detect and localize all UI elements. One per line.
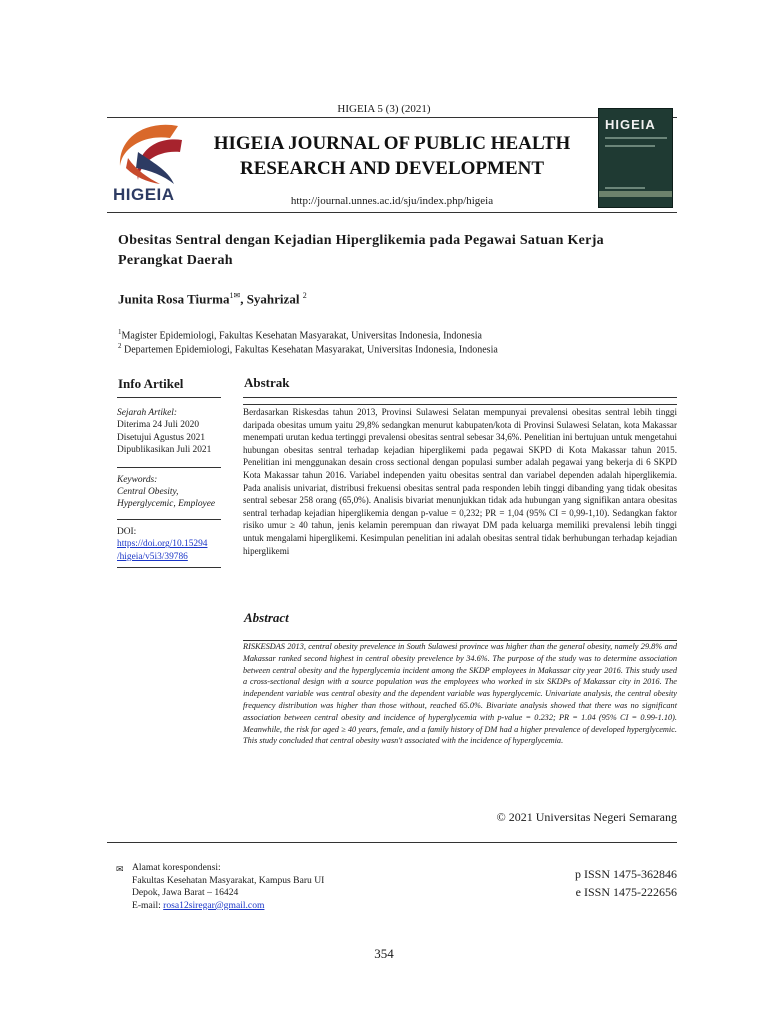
- abstrak-rule: [243, 404, 677, 405]
- logo-wordmark: HIGEIA: [113, 185, 175, 204]
- header-rule-top: [107, 117, 677, 118]
- info-separator: [117, 467, 221, 468]
- journal-title-line1: HIGEIA JOURNAL OF PUBLIC HEALTH: [213, 133, 571, 154]
- journal-url[interactable]: http://journal.unnes.ac.id/sju/index.php/higeia: [290, 195, 494, 207]
- author-list: [118, 291, 307, 307]
- cover-line: [605, 145, 655, 147]
- footer-rule: [107, 842, 677, 843]
- affiliation: [118, 328, 482, 341]
- doi-link[interactable]: /higeia/v5i3/39786: [117, 551, 188, 562]
- correspondence-label: Alamat korespondensi:: [132, 862, 221, 873]
- author-name: , Syahrizal: [240, 291, 300, 307]
- article-title-line2: Perangkat Daerah: [118, 253, 233, 268]
- cover-bar: [599, 191, 673, 197]
- email-label: E-mail:: [132, 899, 164, 911]
- print-issn: p ISSN 1475-362846: [574, 867, 677, 881]
- correspondence-address: Fakultas Kesehatan Masyarakat, Kampus Baru UI: [132, 874, 325, 886]
- history-accepted: Disetujui Agustus 2021: [117, 432, 206, 443]
- keywords-line: Hyperglycemic, Employee: [117, 499, 216, 510]
- cover-line: [605, 137, 667, 139]
- history-published: Dipublikasikan Juli 2021: [117, 445, 212, 456]
- correspondence-address: Depok, Jawa Barat – 16424: [132, 887, 239, 899]
- author-superscript: 2: [302, 291, 307, 300]
- abstrak-body: Berdasarkan Riskesdas tahun 2013, Provinsi Sulawesi Selatan mempunyai prevalensi obesitas sentral lebih tinggi daripada obesitas umum yaitu 29,8% sedangkan menurut kabupaten/kota di Provinsi Sulawesi Selatan, kota Makassar menempati urutan kedua tertinggi prevalensi obesitas sentral sebesar 34,6%. Penelitian ini bertujuan untuk mengetahui hubungan obesitas sentral terhadap kejadian hiperglikemi pada pegawai SKPD di Kota Makassar tahun 2015. Penelitian ini menggunakan desain cross sectional dengan populasi sumber adalah pegawai yang bekerja di 6 SKPD Kota Makassar tahun 2016. Variabel independen yaitu obesitas sentral dan variabel dependen adalah hiperglikemia. Pada analisis univariat, distribusi frekuensi obesitas sentral pada responden lebih tinggi dibanding yang tidak obesitas sentral sebesar 258 orang (65,0%). Analisis bivariat menunjukkan tidak ada hubungan yang signifikan antara obesitas sentral terhadap kejadian hiperglikemia dengan p-value = 0,232; PR = 1,04 (95% CI = 0,99-1,10). Sedangkan faktor risiko umur ≥ 40 tahun, jenis kelamin perempuan dan riwayat DM pada keluarga memiliki prevalensi lebih tinggi untuk mengalami hiperglikemi. Kesimpulan penelitian ini adalah obesitas sentral tidak berhubungan terhadap kejadian hiperglikemi: [243, 407, 677, 556]
- email-link[interactable]: rosa12siregar@gmail.com: [163, 899, 265, 911]
- cover-title: HIGEIA: [605, 117, 656, 132]
- history-received: Diterima 24 Juli 2020: [117, 420, 200, 431]
- doi-label: DOI:: [117, 526, 137, 537]
- author-superscript: 1✉: [229, 291, 241, 300]
- correspondence-block: [118, 862, 324, 912]
- abstract-body: RISKESDAS 2013, central obesity prevelence in South Sulawesi province was higher than the general obesity, namely 29.8% and Makassar ranked second highest in central obesity prevelence by 34.6%. The purpose of the study was to determine association between central obesity and the hyperglycemia incident among the SKDP employees in Makassar city year 2016. This study used a cross-sectional design with a source population was the employees who worked in six SKDPs of Makassar city in 2016. The independent variable was central obesity and the dependent variable was hyperglycemic. Univariate analysis, the central obesity frequency distribution was higher than those without, reached 65.0%. Bivariate analysis showed that there was no significant association between central obesity and incidence of hyperglycemia with p-value = 0.232; PR = 1.04 (95% CI = 0.99-1.10). Meanwhile, the risk for aged ≥ 40 years, female, and a family history of DM had a higher prevalence of developed hyperglycemic. This study concluded that central obesity wasn't associated with the incidence of hyperglycemia.: [243, 642, 677, 746]
- journal-cover-image: [598, 108, 673, 208]
- affiliation-number: 1: [118, 328, 122, 336]
- page-number: 354: [374, 946, 394, 961]
- info-separator: [117, 519, 221, 520]
- correspondence-email: [132, 900, 324, 913]
- affiliation-text: Magister Epidemiologi, Fakultas Kesehatan Masyarakat, Universitas Indonesia, Indonesia: [121, 330, 482, 342]
- abstract-heading: Abstract: [244, 610, 289, 625]
- affiliation-text: Departemen Epidemiologi, Fakultas Kesehatan Masyarakat, Universitas Indonesia, Indonesia: [121, 344, 498, 356]
- copyright-notice: © 2021 Universitas Negeri Semarang: [496, 810, 677, 824]
- affiliation-number: 2: [118, 342, 122, 350]
- keywords-line: Central Obesity,: [117, 487, 179, 498]
- info-rule: [117, 397, 221, 398]
- electronic-issn: e ISSN 1475-222656: [575, 885, 677, 899]
- info-separator: [117, 567, 221, 568]
- keywords-label: Keywords:: [117, 474, 158, 485]
- cover-line: [605, 187, 645, 189]
- journal-title: [202, 131, 582, 181]
- journal-issue: HIGEIA 5 (3) (2021): [337, 103, 431, 115]
- journal-title-line2: RESEARCH AND DEVELOPMENT: [239, 158, 545, 179]
- author-name: Junita Rosa Tiurma: [118, 291, 230, 307]
- article-title-line1: Obesitas Sentral dengan Kejadian Hiperglikemia pada Pegawai Satuan Kerja: [118, 233, 604, 248]
- header-rule-bottom: [107, 212, 677, 213]
- abstrak-rule: [243, 397, 677, 398]
- abstrak-heading: Abstrak: [244, 375, 290, 390]
- doi-link[interactable]: https://doi.org/10.15294: [117, 539, 208, 550]
- history-label: Sejarah Artikel:: [117, 408, 177, 418]
- article-info-panel: [117, 407, 223, 574]
- article-title: [118, 231, 678, 271]
- envelope-icon: ✉: [116, 864, 124, 874]
- article-info-heading: Info Artikel: [118, 376, 184, 391]
- affiliation: [118, 342, 498, 355]
